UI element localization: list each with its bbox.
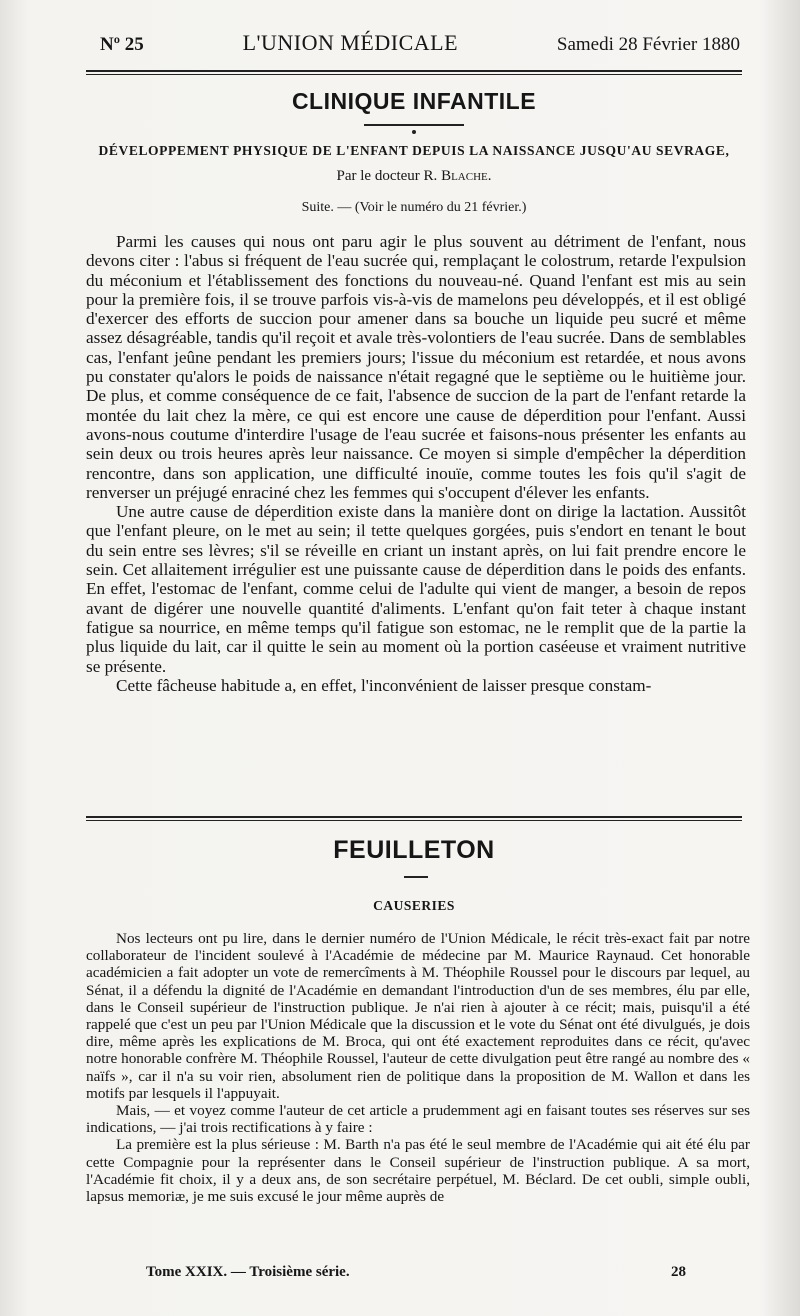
header-rule [86, 70, 742, 72]
title-ornament-rule [364, 124, 464, 126]
page-number: 28 [671, 1264, 686, 1280]
journal-title: L'UNION MÉDICALE [242, 30, 459, 55]
feuilleton-heading: FEUILLETON [333, 836, 495, 864]
feuilleton-paragraph: La première est la plus sérieuse : M. Barth n'a pas été le seul membre de l'Académie qui ait été élu par cette Compagnie pour la représenter dans le Conseil supérieur de l'instruction publique. A sa mort, l'Académie fit choix, il y a deux ans, de son secrétaire perpétuel, M. Béclard. De cet oubli, simple oubli, lapsus memoriæ, je me suis excusé le jour même auprès de [86, 1136, 750, 1206]
section-title: CLINIQUE INFANTILE [291, 88, 537, 114]
feuilleton-rule-thin [86, 820, 742, 821]
feuilleton-paragraph: Mais, — et voyez comme l'auteur de cet article a prudemment agi en faisant toutes ses réserves sur ses indications, — j'ai trois rectifications à y faire : [86, 1102, 750, 1137]
issue-date: Samedi 28 Février 1880 [556, 34, 740, 55]
header-rule-thin [86, 74, 742, 75]
article-continuation: Suite. — (Voir le numéro du 21 février.) [301, 200, 527, 215]
article-paragraph: Une autre cause de déperdition existe dans la manière dont on dirige la lactation. Aussitôt que l'enfant pleure, on le met au sein; il tette quelques gorgées, puis s'endort en tenant le bout du sein entre ses lèvres; s'il se réveille en criant un instant après, on lui fait prendre encore le sein. Cet allaitement irrégulier est une puissante cause de déperdition dans le poids des enfants. En effet, l'estomac de l'enfant, comme celui de l'adulte qui vient de manger, a besoin de repos avant de digérer une nouvelle quantité d'aliments. L'enfant qu'on fait teter à chaque instant fatigue sa nourrice, en même temps qu'il fatigue son estomac, ne le remplit que de la partie la plus liquide du lait, car il quitte le sein au moment où la portion caséeuse et vraiment nutritive se présente. [86, 502, 746, 676]
volume-series: Tome XXIX. — Troisième série. [146, 1264, 350, 1280]
article-author [86, 168, 742, 185]
feuilleton-ornament [404, 876, 428, 878]
feuilleton-rule [86, 816, 742, 818]
author-prefix: Par le docteur R. [336, 168, 438, 184]
article-paragraph: Parmi les causes qui nous ont paru agir le plus souvent au détriment de l'enfant, nous devons citer : l'abus si fréquent de l'eau sucrée qui, remplaçant le colostrum, retarde l'expulsion du méconium et l'établissement des fonctions du nouveau-né. Quand l'enfant est mis au sein pour la première fois, il se trouve parfois vis-à-vis de mamelons peu développés, et il est obligé d'exercer des efforts de succion pour amener dans sa bouche un liquide peu sucré et même assez désagréable, tandis qu'il reçoit et avale très-volontiers de l'eau sucrée. Dans de semblables cas, l'enfant jeûne pendant les premiers jours; l'issue du méconium est retardée, et nous avons pu constater qu'alors le poids de naissance n'était regagné que le septième ou le huitième jour. De plus, et comme conséquence de ce fait, l'absence de succion de la part de l'enfant retarde la montée du lait chez la mère, ce qui est encore une cause de déperdition pour l'enfant. Aussi avons-nous coutume d'interdire l'usage de l'eau sucrée et faisons-nous présenter les enfants au sein deux ou trois heures après leur naissance. Ce moyen si simple d'empêcher la déperdition rencontre, dans son application, une difficulté inouïe, comme toutes les fois qu'il s'agit de renverser un préjugé enraciné chez les femmes qui s'occupent d'élever les enfants. [86, 232, 746, 502]
article-body [86, 232, 746, 695]
feuilleton-subheading: CAUSERIES [373, 898, 455, 913]
title-ornament-dot [412, 130, 416, 134]
page-footer [146, 1264, 686, 1281]
article-title: DÉVELOPPEMENT PHYSIQUE DE L'ENFANT DEPUIS LA NAISSANCE JUSQU'AU SEVRAGE, [98, 143, 730, 158]
article-paragraph: Cette fâcheuse habitude a, en effet, l'inconvénient de laisser presque constam- [116, 675, 652, 695]
feuilleton-body [86, 930, 750, 1205]
feuilleton-paragraph: Nos lecteurs ont pu lire, dans le dernier numéro de l'Union Médicale, le récit très-exact fait par notre collaborateur de l'incident soulevé à l'Académie de médecine par M. Maurice Raynaud. Cet honorable académicien a fait adopter un vote de remercîments à M. Théophile Roussel pour le discours par lequel, au Sénat, il a défendu la dignité de l'Académie en demandant l'introduction d'un de ses membres, élu par elle, dans le Conseil supérieur de l'instruction publique. Je n'ai rien à ajouter à ce récit; mais, puisqu'il a été rappelé que c'est un peu par l'Union Médicale que la discussion et le vote du Sénat ont été divulgués, je dois dire, même après les explications de M. Broca, qui ont été exactement reproduites dans ce récit, qu'avec notre honorable confrère M. Théophile Roussel, l'auteur de cette divulgation peut être rangé au nombre des « naïfs », car il n'a su voir rien, absolument rien de politique dans la proposition de M. Wallon et dans les motifs par lesquels il l'appuyait. [86, 930, 750, 1102]
page-header [100, 30, 740, 64]
issue-number: Nº 25 [100, 34, 144, 55]
author-name: Blache. [441, 168, 492, 184]
